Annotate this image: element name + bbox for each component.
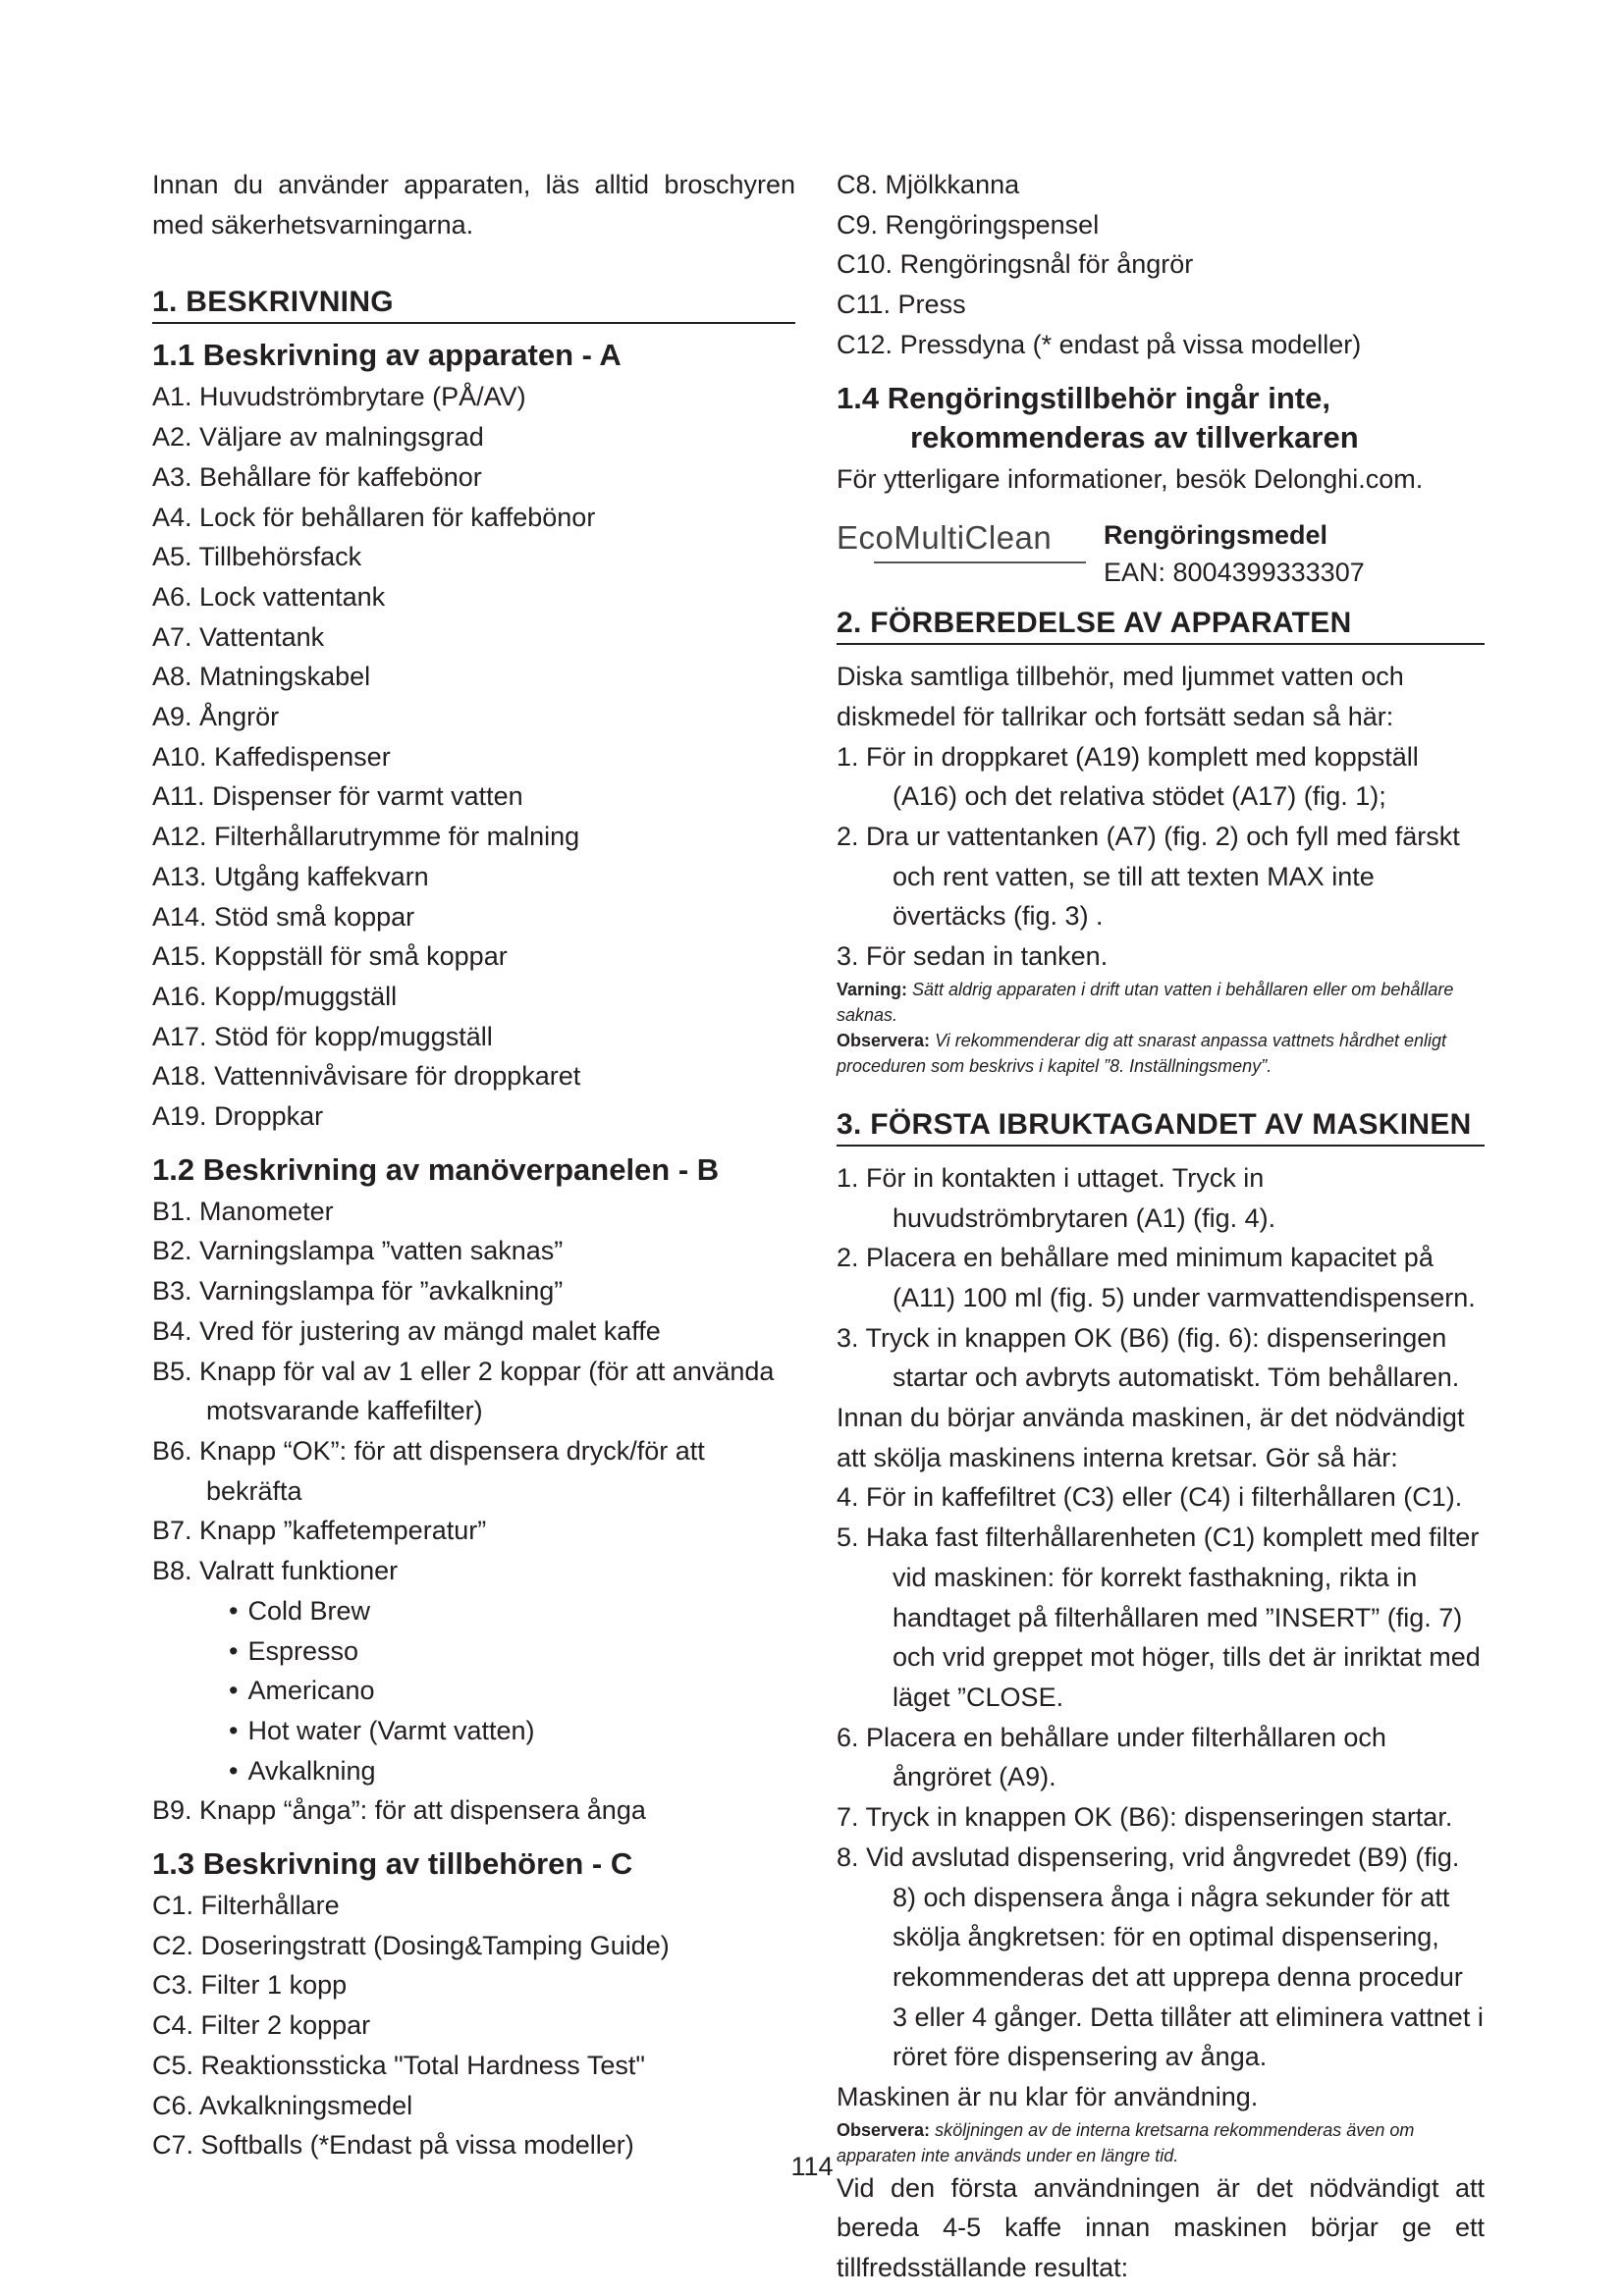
list-item: B3. Varningslampa för ”avkalkning”	[152, 1276, 564, 1307]
section-2-title: 2. FÖRBEREDELSE AV APPARATEN	[837, 605, 1485, 645]
list-item: 1. För in droppkaret (A19) komplett med koppställ (A16) och det relativa stödet (A17) (fig. 1);	[837, 741, 1419, 812]
list-item: A4. Lock för behållaren för kaffebönor	[152, 502, 596, 532]
list-item: B7. Knapp ”kaffetemperatur”	[152, 1516, 487, 1546]
subsection-1-2-title: 1.2 Beskrivning av manöverpanelen - B	[152, 1151, 720, 1187]
list-item: 8. Vid avslutad dispensering, vrid ångvredet (B9) (fig. 8) och dispensera ånga i några sekunder för att skölja ångkretsen: för en optimal dispensering, rekommenderas det att upprepa denna procedur 3 eller 4 gånger. Detta tillåter att eliminera vattnet i röret före dispensering av ånga.	[837, 1842, 1484, 2072]
list-item: A13. Utgång kaffekvarn	[152, 861, 429, 891]
list-item: C2. Doseringstratt (Dosing&Tamping Guide)	[152, 1930, 670, 1960]
list-item: 4. För in kaffefiltret (C3) eller (C4) i filterhållaren (C1).	[837, 1482, 1463, 1513]
section-3-mid-text: Innan du börjar använda maskinen, är det nödvändigt att skölja maskinens interna kretsar. Gör så här:	[837, 1403, 1465, 1472]
section-3-steps-b	[837, 1477, 1485, 2077]
list-item: B2. Varningslampa ”vatten saknas”	[152, 1236, 564, 1266]
list-item: A10. Kaffedispenser	[152, 741, 391, 772]
section-1-title: 1. BESKRIVNING	[152, 284, 795, 324]
list-b	[152, 1192, 795, 1831]
intro-text: Innan du använder apparaten, läs alltid broschyren med säkerhetsvarningarna.	[152, 170, 795, 240]
ready-text: Maskinen är nu klar för användning.	[837, 2082, 1259, 2112]
section-2-steps	[837, 737, 1485, 977]
list-item: A14. Stöd små koppar	[152, 901, 415, 932]
list-item: B4. Vred för justering av mängd malet kaffe	[152, 1315, 661, 1346]
final-text: Vid den första användningen är det nödvändigt att bereda 4-5 kaffe innan maskinen börjar ge ett tillfredsställande resultat:	[837, 2172, 1485, 2283]
list-item: C11. Press	[837, 290, 966, 320]
list-item: C5. Reaktionssticka "Total Hardness Test"	[152, 2050, 645, 2080]
list-item: A12. Filterhållarutrymme för malning	[152, 822, 580, 852]
function-option: • Hot water (Varmt vatten)	[152, 1711, 795, 1751]
list-item: A6. Lock vattentank	[152, 581, 386, 612]
function-option: • Americano	[152, 1671, 795, 1711]
list-item: A7. Vattentank	[152, 621, 325, 652]
list-item: A16. Kopp/muggställ	[152, 981, 398, 1011]
list-item: C8. Mjölkkanna	[837, 170, 1020, 199]
list-item: A5. Tillbehörsfack	[152, 542, 362, 572]
list-item: A15. Koppställ för små koppar	[152, 941, 508, 972]
product-name: Rengöringsmedel	[1104, 520, 1328, 551]
list-item: 2. Dra ur vattentanken (A7) (fig. 2) och fyll med färskt och rent vatten, se till att texten MAX inte övertäcks (fig. 3) .	[837, 822, 1460, 932]
list-item: B9. Knapp “ånga”: för att dispensera ånga	[152, 1795, 646, 1826]
list-item: 3. Tryck in knappen OK (B6) (fig. 6): dispenseringen startar och avbryts automatiskt. Töm behållaren.	[837, 1322, 1460, 1393]
list-item: A18. Vattennivåvisare för droppkaret	[152, 1061, 581, 1092]
list-item: C7. Softballs (*Endast på vissa modeller)	[152, 2130, 634, 2161]
page-number: 114	[790, 2152, 834, 2181]
observe-note-2: Observera: sköljningen av de interna kretsarna rekommenderas även om apparaten inte används under en längre tid.	[837, 2119, 1415, 2165]
list-item: 2. Placera en behållare med minimum kapacitet på (A11) 100 ml (fig. 5) under varmvattendispensern.	[837, 1243, 1476, 1312]
subsection-1-4-text: För ytterligare informationer, besök Delonghi.com.	[837, 463, 1424, 494]
ecomulticlean-logo: EcoMultiClean	[837, 516, 1090, 581]
list-item: 7. Tryck in knappen OK (B6): dispenseringen startar.	[837, 1802, 1453, 1833]
section-3-title: 3. FÖRSTA IBRUKTAGANDET AV MASKINEN	[837, 1106, 1485, 1147]
subsection-1-4-title: 1.4 Rengöringstillbehör ingår inte, rekommenderas av tillverkaren	[837, 380, 1359, 454]
list-item: A19. Droppkar	[152, 1101, 324, 1132]
list-item: C3. Filter 1 kopp	[152, 1970, 348, 2001]
section-3-steps-a	[837, 1158, 1485, 1398]
list-item: A11. Dispenser för varmt vatten	[152, 781, 523, 812]
list-item: A1. Huvudströmbrytare (PÅ/AV)	[152, 382, 526, 412]
subsection-1-1-title: 1.1 Beskrivning av apparaten - A	[152, 338, 622, 373]
list-item: B5. Knapp för val av 1 eller 2 koppar (för att använda motsvarande kaffefilter)	[152, 1356, 775, 1426]
left-column	[152, 165, 795, 2165]
list-item: A8. Matningskabel	[152, 662, 371, 692]
warning-note: Varning: Sätt aldrig apparaten i drift utan vatten i behållaren eller om behållare saknas.	[837, 979, 1454, 1025]
list-item: 5. Haka fast filterhållarenheten (C1) komplett med filter vid maskinen: för korrekt fasthakning, rikta in handtaget på filterhållaren med ”INSERT” (fig. 7) och vrid greppet mot höger, tills det är inriktat med läget ”CLOSE.	[837, 1522, 1481, 1712]
list-c	[152, 1886, 795, 2165]
list-item: B1. Manometer	[152, 1196, 334, 1226]
function-option: • Espresso	[152, 1631, 795, 1672]
product-ean: EAN: 8004399333307	[1104, 558, 1365, 588]
list-item: C9. Rengöringspensel	[837, 209, 1100, 240]
function-option: • Avkalkning	[152, 1751, 795, 1791]
list-item: A17. Stöd för kopp/muggställ	[152, 1021, 493, 1051]
function-option: • Cold Brew	[152, 1591, 795, 1631]
list-item: B8. Valratt funktioner	[152, 1556, 399, 1586]
list-item: 3. För sedan in tanken.	[837, 941, 1109, 972]
list-item: C10. Rengöringsnål för ångrör	[837, 249, 1194, 280]
subsection-1-3-title: 1.3 Beskrivning av tillbehören - C	[152, 1846, 633, 1882]
list-item: 6. Placera en behållare under filterhållaren och ångröret (A9).	[837, 1722, 1386, 1792]
list-item: 1. För in kontakten i uttaget. Tryck in huvudströmbrytaren (A1) (fig. 4).	[837, 1162, 1276, 1233]
observe-note-1: Observera: Vi rekommenderar dig att snarast anpassa vattnets hårdhet enligt proceduren som beskrivs i kapitel ”8. Inställningsmeny”.	[837, 1030, 1447, 1076]
list-item: C12. Pressdyna (* endast på vissa modeller)	[837, 329, 1362, 359]
list-item: A2. Väljare av malningsgrad	[152, 422, 484, 453]
list-item: B6. Knapp “OK”: för att dispensera dryck/för att bekräfta	[152, 1435, 705, 1506]
list-item: C4. Filter 2 koppar	[152, 2010, 371, 2041]
list-item: C1. Filterhållare	[152, 1891, 340, 1921]
list-item: C6. Avkalkningsmedel	[152, 2090, 413, 2120]
right-column	[837, 165, 1485, 2288]
product-recommendation	[837, 516, 1485, 591]
list-c-continued	[837, 165, 1485, 365]
section-2-intro: Diska samtliga tillbehör, med ljummet vatten och diskmedel för tallrikar och fortsätt sedan så här:	[837, 662, 1404, 731]
list-item: A9. Ångrör	[152, 702, 280, 732]
list-item: A3. Behållare för kaffebönor	[152, 461, 482, 492]
list-a	[152, 377, 795, 1136]
